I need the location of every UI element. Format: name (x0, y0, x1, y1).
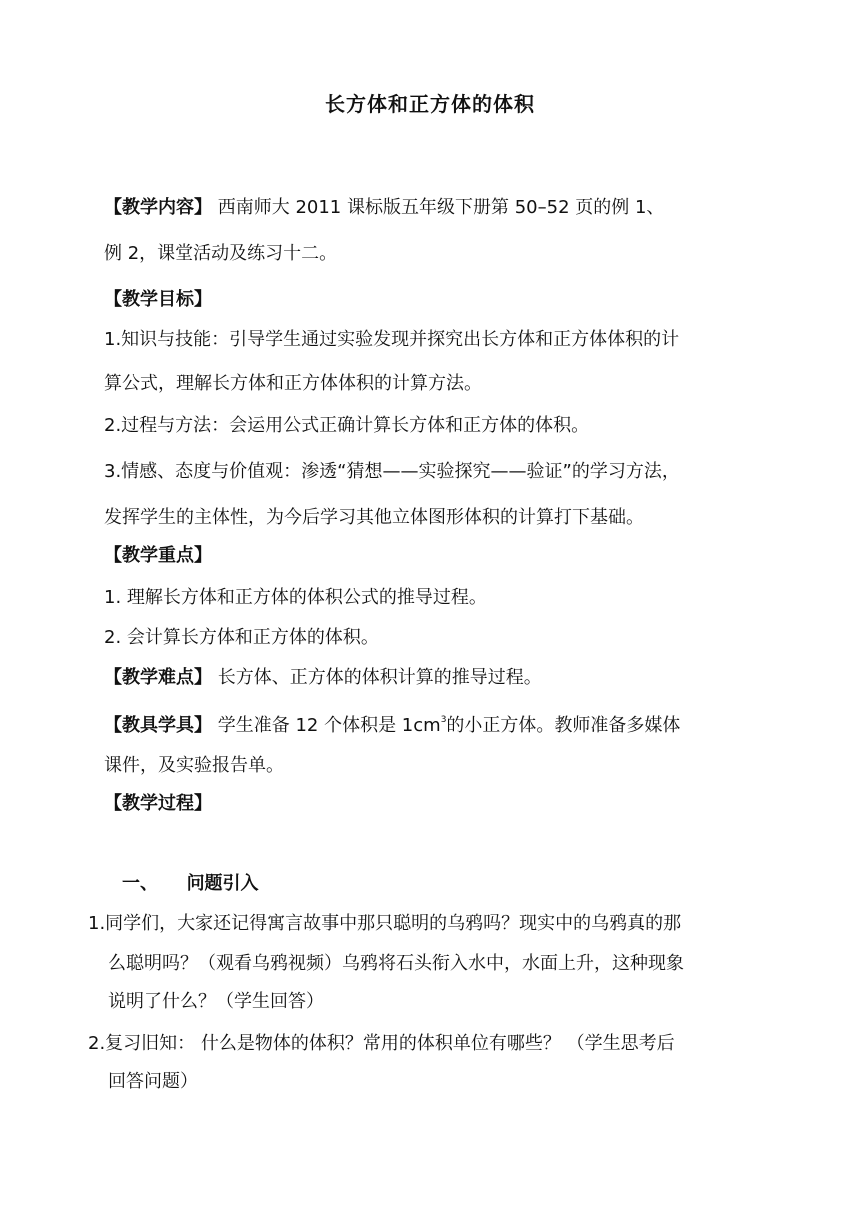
key-point-1: 1. 理解长方体和正方体的体积公式的推导过程。 (104, 587, 487, 608)
tools-label: 【教具学具】 (104, 715, 212, 736)
difficulty-label: 【教学难点】 (104, 667, 212, 688)
question-1-line-2: 么聪明吗？（观看乌鸦视频）乌鸦将石头衔入水中，水面上升，这种现象 (108, 953, 684, 974)
question-2-line-1: 2.复习旧知： 什么是物体的体积？常用的体积单位有哪些？ （学生思考后 (88, 1033, 675, 1054)
objective-1-line-1: 1.知识与技能：引导学生通过实验发现并探究出长方体和正方体体积的计 (104, 329, 680, 350)
question-2-line-2: 回答问题） (108, 1071, 198, 1092)
section-1-number: 一、 (122, 873, 158, 894)
key-points-label: 【教学重点】 (104, 545, 212, 566)
tools-line-1 (104, 706, 680, 740)
objective-2: 2.过程与方法：会运用公式正确计算长方体和正方体的体积。 (104, 415, 590, 436)
objectives-label: 【教学目标】 (104, 289, 212, 310)
content-line-2: 例 2，课堂活动及练习十二。 (104, 243, 338, 264)
key-point-2: 2. 会计算长方体和正方体的体积。 (104, 627, 379, 648)
content-label: 【教学内容】 (104, 197, 212, 218)
objective-3-line-1: 3.情感、态度与价值观：渗透“猜想——实验探究——验证”的学习方法， (104, 461, 680, 482)
difficulty-line (104, 664, 542, 692)
difficulty-text: 长方体、正方体的体积计算的推导过程。 (217, 667, 542, 688)
section-1-title: 问题引入 (186, 873, 259, 894)
question-1-line-1: 1.同学们，大家还记得寓言故事中那只聪明的乌鸦吗？现实中的乌鸦真的那 (88, 913, 682, 934)
process-label: 【教学过程】 (104, 793, 212, 814)
content-text-1: 西南师大 2011 课标版五年级下册第 50–52 页的例 1、 (217, 197, 665, 218)
content-line-1 (104, 194, 664, 222)
objective-1-line-2: 算公式，理解长方体和正方体体积的计算方法。 (104, 373, 482, 394)
question-1-line-3: 说明了什么？（学生回答） (108, 991, 324, 1012)
section-1-heading (122, 870, 259, 898)
tools-text-before: 学生准备 12 个体积是 1cm (217, 715, 441, 736)
tools-text-after: 的小正方体。教师准备多媒体 (446, 715, 681, 736)
objective-3-line-2: 发挥学生的主体性，为今后学习其他立体图形体积的计算打下基础。 (104, 507, 644, 528)
page-title: 长方体和正方体的体积 (325, 92, 535, 116)
tools-line-2: 课件，及实验报告单。 (104, 755, 284, 776)
tools-superscript: 3 (440, 715, 447, 725)
